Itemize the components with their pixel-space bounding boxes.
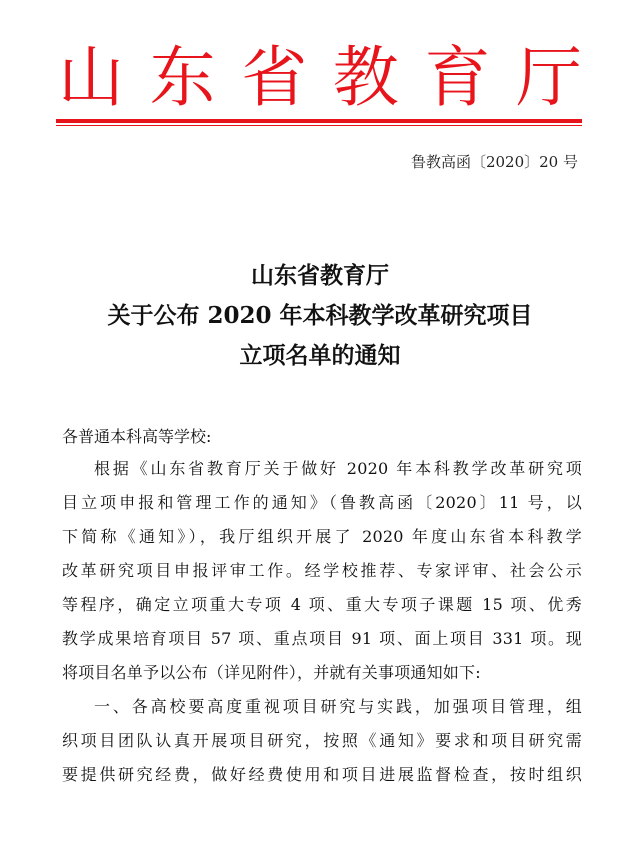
letterhead-char: 育 xyxy=(424,39,491,116)
letterhead-title xyxy=(58,38,582,118)
paragraph-line: 教学成果培育项目 57 项、重点项目 91 项、面上项目 331 项。现 xyxy=(62,629,582,648)
paragraph-line: 等程序，确定立项重大专项 4 项、重大专项子课题 15 项、优秀 xyxy=(62,595,582,614)
paragraph-line: 目立项申报和管理工作的通知》（鲁教高函〔2020〕11 号，以 xyxy=(62,493,582,512)
letterhead-rule-thin xyxy=(56,125,582,126)
title-line: 关于公布 2020 年本科教学改革研究项目 xyxy=(107,302,533,329)
paragraph-line: 织项目团队认真开展项目研究，按照《通知》要求和项目研究需 xyxy=(62,731,582,750)
salutation: 各普通本科高等学校: xyxy=(62,427,212,446)
title-line: 山东省教育厅 xyxy=(251,262,389,289)
letterhead-rule-thick xyxy=(56,119,582,123)
letterhead-char: 山 xyxy=(58,39,124,116)
paragraph-line: 下简称《通知》），我厅组织开展了 2020 年度山东省本科教学 xyxy=(62,527,582,546)
paragraph-line: 根据《山东省教育厅关于做好 2020 年本科教学改革研究项 xyxy=(94,459,582,478)
paragraph-line: 一、各高校要高度重视项目研究与实践，加强项目管理，组 xyxy=(94,697,582,716)
body-paragraph-2 xyxy=(62,690,582,792)
title-line: 立项名单的通知 xyxy=(239,342,401,369)
document-number: 鲁教高函〔2020〕20 号 xyxy=(410,153,578,171)
paragraph-line: 要提供研究经费，做好经费使用和项目进展监督检查，按时组织 xyxy=(62,765,582,784)
paragraph-line: 改革研究项目申报评审工作。经学校推荐、专家评审、社会公示 xyxy=(62,561,582,580)
letterhead-char: 教 xyxy=(332,39,399,116)
letterhead-char: 省 xyxy=(241,39,308,116)
document-title xyxy=(0,256,640,376)
letterhead-char: 东 xyxy=(149,39,216,116)
body-paragraph-1 xyxy=(62,452,582,690)
paragraph-line: 将项目名单予以公布（详见附件），并就有关事项通知如下: xyxy=(62,663,481,682)
letterhead-char: 厅 xyxy=(515,39,582,116)
